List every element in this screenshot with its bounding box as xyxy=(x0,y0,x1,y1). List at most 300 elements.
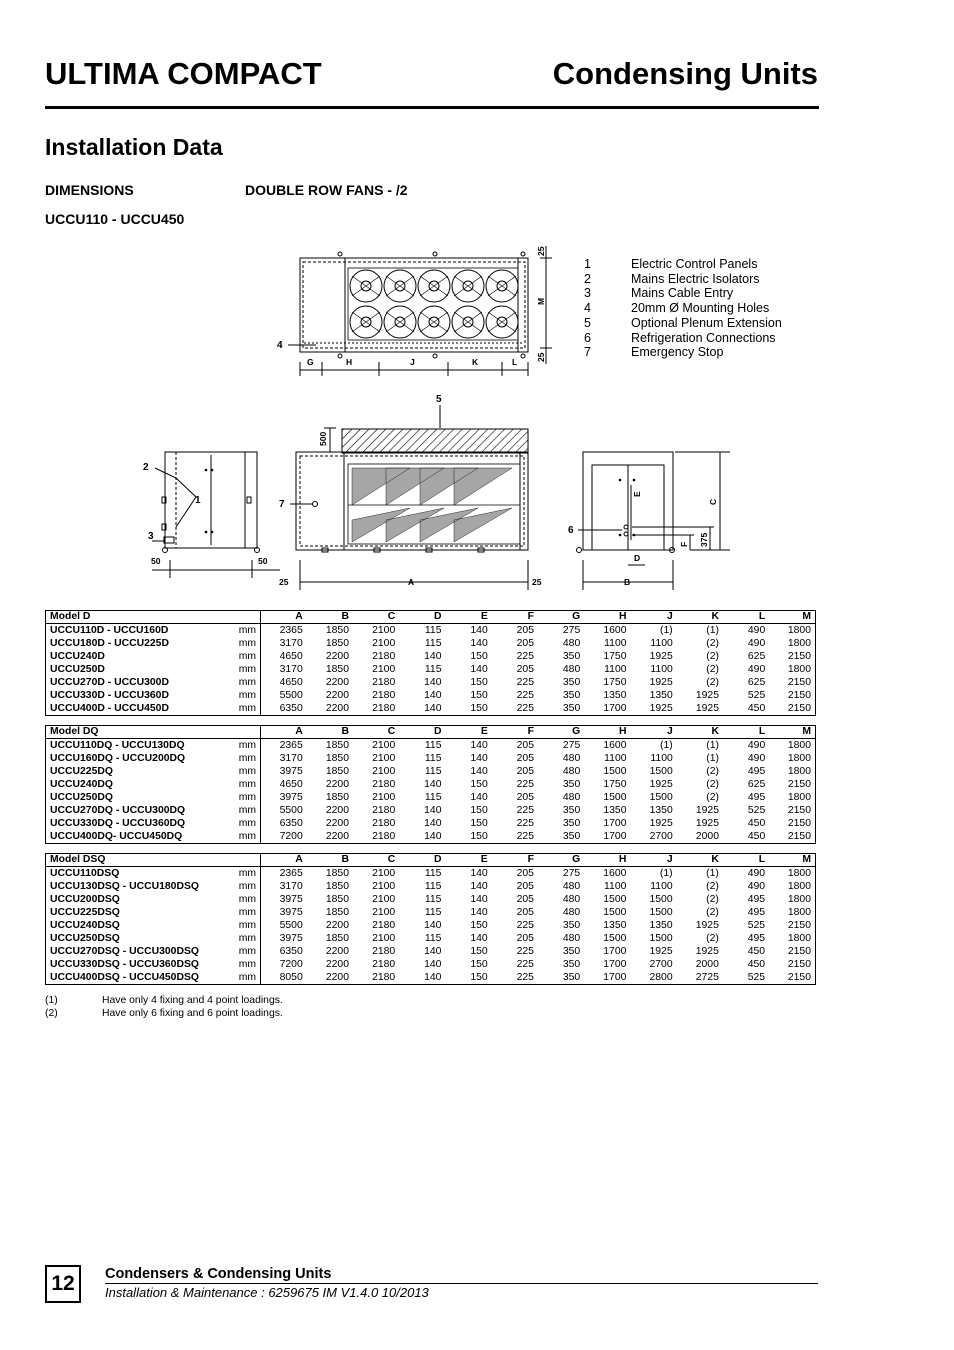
callout-6: 6 xyxy=(568,525,574,536)
value-cell: 140 xyxy=(470,868,488,879)
value-cell: 150 xyxy=(470,920,488,931)
table-title: Model DSQ xyxy=(46,854,261,867)
value-cell: 2150 xyxy=(787,651,811,662)
col-header: F xyxy=(492,726,538,739)
value-cell: 140 xyxy=(470,907,488,918)
value-cell: 150 xyxy=(470,946,488,957)
value-cell: 1800 xyxy=(787,625,811,636)
value-cell: 350 xyxy=(562,818,581,829)
value-cell: 115 xyxy=(424,625,442,636)
callout-4: 4 xyxy=(277,340,283,351)
table-row xyxy=(46,624,816,638)
value-cell: 150 xyxy=(470,677,488,688)
value-cell: 1800 xyxy=(787,894,811,905)
col-header: F xyxy=(492,854,538,867)
value-cell: 2200 xyxy=(325,831,349,842)
value-cell: 3975 xyxy=(279,933,303,944)
table-row xyxy=(46,702,816,716)
table-row xyxy=(46,791,816,804)
value-cell: 450 xyxy=(747,818,766,829)
model-cell: UCCU200DSQ xyxy=(50,894,120,905)
table-row xyxy=(46,971,816,985)
value-cell: 140 xyxy=(424,779,442,790)
value-cell: (2) xyxy=(706,664,719,675)
value-cell: 350 xyxy=(562,805,581,816)
col-header: B xyxy=(307,854,353,867)
value-cell: 480 xyxy=(562,907,581,918)
value-cell: 1350 xyxy=(649,690,673,701)
value-cell: 2100 xyxy=(372,894,396,905)
value-cell: 7200 xyxy=(279,831,303,842)
value-cell: 225 xyxy=(516,818,534,829)
callout-1: 1 xyxy=(195,495,201,506)
col-header: A xyxy=(261,854,307,867)
value-cell: 205 xyxy=(516,792,534,803)
footer-subtitle: Installation & Maintenance : 6259675 IM V1.4.0 10/2013 xyxy=(105,1285,429,1300)
value-cell: 2100 xyxy=(372,766,396,777)
value-cell: 115 xyxy=(424,792,442,803)
value-cell: 625 xyxy=(747,779,766,790)
col-header: B xyxy=(307,726,353,739)
page-number: 12 xyxy=(45,1265,81,1303)
value-cell: 225 xyxy=(516,703,534,714)
value-cell: 1100 xyxy=(604,881,627,892)
col-header: D xyxy=(399,611,445,624)
value-cell: 150 xyxy=(470,690,488,701)
value-cell: 1800 xyxy=(787,638,811,649)
value-cell: 1800 xyxy=(787,792,811,803)
model-cell: UCCU330DSQ - UCCU360DSQ xyxy=(50,959,199,970)
table-row xyxy=(46,945,816,958)
footer-title: Condensers & Condensing Units xyxy=(105,1266,332,1282)
value-cell: 2180 xyxy=(372,818,396,829)
value-cell: 2180 xyxy=(372,779,396,790)
value-cell: 205 xyxy=(516,664,534,675)
value-cell: 1925 xyxy=(649,677,673,688)
value-cell: (2) xyxy=(706,894,719,905)
value-cell: 350 xyxy=(562,831,581,842)
unit-cell: mm xyxy=(231,932,261,945)
fans-label: DOUBLE ROW FANS - /2 xyxy=(245,182,408,198)
callout-7: 7 xyxy=(279,499,285,510)
value-cell: 495 xyxy=(747,933,766,944)
legend-num: 5 xyxy=(584,315,591,330)
value-cell: 1500 xyxy=(649,792,673,803)
header-right-title: Condensing Units xyxy=(552,56,818,91)
legend-text: Mains Electric Isolators xyxy=(631,271,760,286)
footnote-text: Have only 6 fixing and 6 point loadings. xyxy=(102,1008,283,1019)
model-cell: UCCU270D - UCCU300D xyxy=(50,677,169,688)
value-cell: 2180 xyxy=(372,920,396,931)
value-cell: 495 xyxy=(747,792,766,803)
value-cell: 6350 xyxy=(279,703,303,714)
value-cell: 1925 xyxy=(695,920,719,931)
value-cell: 2180 xyxy=(372,677,396,688)
value-cell: 5500 xyxy=(279,690,303,701)
col-header: L xyxy=(723,854,769,867)
value-cell: 2180 xyxy=(372,946,396,957)
value-cell: 525 xyxy=(747,920,766,931)
value-cell: 2100 xyxy=(372,638,396,649)
value-cell: 2200 xyxy=(325,972,349,983)
table-row xyxy=(46,906,816,919)
value-cell: 115 xyxy=(424,881,442,892)
value-cell: 2100 xyxy=(372,881,396,892)
value-cell: 2000 xyxy=(695,831,719,842)
unit-cell: mm xyxy=(231,919,261,932)
model-cell: UCCU225DSQ xyxy=(50,907,120,918)
value-cell: 5500 xyxy=(279,920,303,931)
table-body xyxy=(46,624,816,716)
value-cell: 2100 xyxy=(372,868,396,879)
table-row xyxy=(46,867,816,881)
value-cell: 1800 xyxy=(787,766,811,777)
value-cell: 1700 xyxy=(603,831,627,842)
unit-cell: mm xyxy=(231,650,261,663)
table-row xyxy=(46,817,816,830)
value-cell: 225 xyxy=(516,690,534,701)
model-cell: UCCU160DQ - UCCU200DQ xyxy=(50,753,186,764)
value-cell: 205 xyxy=(516,868,534,879)
col-header: E xyxy=(446,726,492,739)
model-cell: UCCU400DQ- UCCU450DQ xyxy=(50,831,183,842)
value-cell: 1925 xyxy=(695,690,719,701)
value-cell: 2150 xyxy=(787,920,811,931)
value-cell: 2180 xyxy=(372,805,396,816)
value-cell: 140 xyxy=(424,805,442,816)
unit-cell: mm xyxy=(231,752,261,765)
value-cell: 350 xyxy=(562,946,581,957)
value-cell: 4650 xyxy=(279,651,303,662)
value-cell: 205 xyxy=(516,625,534,636)
legend-num: 7 xyxy=(584,345,591,360)
value-cell: (2) xyxy=(706,881,719,892)
value-cell: 150 xyxy=(470,818,488,829)
value-cell: 2150 xyxy=(787,779,811,790)
value-cell: 2150 xyxy=(787,677,811,688)
value-cell: (1) xyxy=(706,625,719,636)
table-row xyxy=(46,932,816,945)
value-cell: 1850 xyxy=(325,868,349,879)
value-cell: 490 xyxy=(747,740,766,751)
front-view-labels xyxy=(279,394,542,587)
fan-grid xyxy=(348,268,518,340)
col-header: K xyxy=(677,726,723,739)
value-cell: 2100 xyxy=(372,907,396,918)
value-cell: 1700 xyxy=(603,972,627,983)
dim-50-right: 50 xyxy=(258,556,268,566)
value-cell: 2200 xyxy=(325,959,349,970)
value-cell: 2150 xyxy=(787,690,811,701)
dim-g: G xyxy=(307,357,314,367)
value-cell: 2100 xyxy=(372,753,396,764)
callout-3: 3 xyxy=(148,531,154,542)
value-cell: 1500 xyxy=(649,766,673,777)
value-cell: 1925 xyxy=(649,818,673,829)
callout-2: 2 xyxy=(143,462,149,473)
footnote-num: (1) xyxy=(45,995,58,1006)
value-cell: 225 xyxy=(516,805,534,816)
col-header: M xyxy=(769,611,815,624)
dim-j: J xyxy=(410,357,415,367)
value-cell: 1100 xyxy=(650,638,673,649)
value-cell: 225 xyxy=(516,651,534,662)
value-cell: 115 xyxy=(424,766,442,777)
value-cell: 115 xyxy=(424,868,442,879)
value-cell: 150 xyxy=(470,972,488,983)
model-cell: UCCU270DQ - UCCU300DQ xyxy=(50,805,186,816)
value-cell: 2150 xyxy=(787,972,811,983)
model-cell: UCCU400DSQ - UCCU450DSQ xyxy=(50,972,199,983)
value-cell: 140 xyxy=(470,766,488,777)
value-cell: 1700 xyxy=(603,946,627,957)
value-cell: 1850 xyxy=(325,664,349,675)
value-cell: 115 xyxy=(424,638,442,649)
model-cell: UCCU240D xyxy=(50,651,105,662)
value-cell: 1800 xyxy=(787,907,811,918)
table-row xyxy=(46,676,816,689)
value-cell: 1850 xyxy=(325,740,349,751)
value-cell: 7200 xyxy=(279,959,303,970)
value-cell: 2365 xyxy=(279,740,303,751)
value-cell: (2) xyxy=(706,638,719,649)
value-cell: (1) xyxy=(706,740,719,751)
right-view-labels xyxy=(568,491,718,587)
value-cell: 115 xyxy=(424,740,442,751)
value-cell: 2200 xyxy=(325,651,349,662)
value-cell: 2180 xyxy=(372,651,396,662)
value-cell: 140 xyxy=(470,638,488,649)
table-row xyxy=(46,765,816,778)
model-cell: UCCU330DQ - UCCU360DQ xyxy=(50,818,186,829)
table-row xyxy=(46,752,816,765)
value-cell: 490 xyxy=(747,868,766,879)
value-cell: 3170 xyxy=(279,664,303,675)
value-cell: 8050 xyxy=(279,972,303,983)
table-model-dsq xyxy=(45,853,816,985)
value-cell: 2365 xyxy=(279,625,303,636)
col-header: E xyxy=(445,854,491,867)
model-cell: UCCU130DSQ - UCCU180DSQ xyxy=(50,881,199,892)
value-cell: 1925 xyxy=(695,805,719,816)
value-cell: 2200 xyxy=(325,703,349,714)
value-cell: 205 xyxy=(516,894,534,905)
dim-375: 375 xyxy=(699,532,709,547)
value-cell: 150 xyxy=(470,651,488,662)
table-row xyxy=(46,637,816,650)
value-cell: 3975 xyxy=(279,894,303,905)
value-cell: 2200 xyxy=(325,677,349,688)
col-header: H xyxy=(584,611,630,624)
col-header: C xyxy=(353,726,399,739)
value-cell: 1500 xyxy=(603,792,627,803)
unit-cell: mm xyxy=(231,637,261,650)
value-cell: 1925 xyxy=(649,779,673,790)
value-cell: 4650 xyxy=(279,677,303,688)
value-cell: (2) xyxy=(706,792,719,803)
value-cell: 2150 xyxy=(787,818,811,829)
unit-cell: mm xyxy=(231,958,261,971)
value-cell: 140 xyxy=(424,972,442,983)
value-cell: 1850 xyxy=(325,625,349,636)
value-cell: 140 xyxy=(470,753,488,764)
table-body xyxy=(46,867,816,985)
table-title: Model D xyxy=(46,611,261,624)
value-cell: 2150 xyxy=(787,703,811,714)
value-cell: 1850 xyxy=(325,907,349,918)
dimensions-label: DIMENSIONS xyxy=(45,182,134,198)
value-cell: 140 xyxy=(424,920,442,931)
unit-cell: mm xyxy=(231,906,261,919)
value-cell: 1350 xyxy=(603,920,627,931)
dim-50-left: 50 xyxy=(151,556,161,566)
value-cell: 2000 xyxy=(695,959,719,970)
unit-cell: mm xyxy=(231,739,261,753)
value-cell: 480 xyxy=(562,664,581,675)
value-cell: 2200 xyxy=(325,946,349,957)
col-header: J xyxy=(631,611,677,624)
value-cell: (1) xyxy=(659,868,673,879)
unit-cell: mm xyxy=(231,893,261,906)
section-title: Installation Data xyxy=(45,134,223,160)
value-cell: 150 xyxy=(470,703,488,714)
value-cell: 2100 xyxy=(372,933,396,944)
col-header: G xyxy=(538,611,584,624)
value-cell: 480 xyxy=(562,792,581,803)
legend-num: 1 xyxy=(584,257,591,271)
range-label: UCCU110 - UCCU450 xyxy=(45,211,185,227)
value-cell: 225 xyxy=(516,946,534,957)
unit-cell: mm xyxy=(231,817,261,830)
value-cell: (2) xyxy=(706,766,719,777)
table-row xyxy=(46,830,816,844)
col-header: A xyxy=(261,726,307,739)
dim-500: 500 xyxy=(318,431,328,446)
col-header: L xyxy=(723,611,769,624)
value-cell: 625 xyxy=(747,677,766,688)
footnote-num: (2) xyxy=(45,1008,58,1019)
model-cell: UCCU250DSQ xyxy=(50,933,120,944)
model-cell: UCCU330D - UCCU360D xyxy=(50,690,169,701)
dim-k: K xyxy=(472,357,479,367)
value-cell: 1800 xyxy=(787,740,811,751)
value-cell: 495 xyxy=(747,894,766,905)
value-cell: 1750 xyxy=(603,651,627,662)
value-cell: (1) xyxy=(706,868,719,879)
value-cell: 480 xyxy=(562,638,581,649)
value-cell: 2100 xyxy=(372,792,396,803)
value-cell: 275 xyxy=(562,868,581,879)
value-cell: 350 xyxy=(562,972,581,983)
value-cell: 2150 xyxy=(787,831,811,842)
col-header: C xyxy=(353,854,399,867)
table-row xyxy=(46,804,816,817)
value-cell: 480 xyxy=(562,753,581,764)
value-cell: 1800 xyxy=(787,881,811,892)
col-header: J xyxy=(630,854,676,867)
table-title: Model DQ xyxy=(46,726,261,739)
value-cell: 115 xyxy=(424,907,442,918)
col-header: G xyxy=(538,726,584,739)
model-cell: UCCU110DQ - UCCU130DQ xyxy=(50,740,185,751)
value-cell: 2100 xyxy=(372,664,396,675)
footnote-text: Have only 4 fixing and 4 point loadings. xyxy=(102,995,283,1006)
value-cell: 1100 xyxy=(604,753,627,764)
legend-text: 20mm Ø Mounting Holes xyxy=(631,301,770,316)
value-cell: 1850 xyxy=(325,753,349,764)
model-cell: UCCU240DQ xyxy=(50,779,113,790)
value-cell: 2365 xyxy=(279,868,303,879)
value-cell: 225 xyxy=(516,959,534,970)
value-cell: 1925 xyxy=(649,651,673,662)
table-row xyxy=(46,893,816,906)
value-cell: 1500 xyxy=(649,933,673,944)
value-cell: 140 xyxy=(424,818,442,829)
value-cell: 140 xyxy=(424,651,442,662)
value-cell: 140 xyxy=(470,933,488,944)
value-cell: 2100 xyxy=(372,625,396,636)
value-cell: (1) xyxy=(660,625,673,636)
value-cell: 205 xyxy=(516,638,534,649)
table-row xyxy=(46,919,816,932)
dim-25-right: 25 xyxy=(532,577,542,587)
value-cell: 1700 xyxy=(603,703,627,714)
table-row xyxy=(46,663,816,676)
fan-row-lower xyxy=(350,306,518,338)
value-cell: (2) xyxy=(706,677,719,688)
legend-num: 2 xyxy=(584,271,591,286)
unit-cell: mm xyxy=(231,945,261,958)
value-cell: 2180 xyxy=(372,831,396,842)
table-row xyxy=(46,778,816,791)
unit-cell: mm xyxy=(231,765,261,778)
model-cell: UCCU110DSQ xyxy=(50,868,120,879)
value-cell: 2200 xyxy=(325,818,349,829)
table-body xyxy=(46,739,816,844)
value-cell: 490 xyxy=(747,881,766,892)
value-cell: 1350 xyxy=(649,805,673,816)
value-cell: 205 xyxy=(516,740,534,751)
model-cell: UCCU270DSQ - UCCU300DSQ xyxy=(50,946,199,957)
value-cell: 225 xyxy=(516,972,534,983)
value-cell: 350 xyxy=(562,703,581,714)
value-cell: 140 xyxy=(470,792,488,803)
value-cell: 2200 xyxy=(325,920,349,931)
value-cell: 1100 xyxy=(650,664,673,675)
value-cell: 140 xyxy=(470,625,488,636)
value-cell: 1850 xyxy=(325,766,349,777)
value-cell: 150 xyxy=(470,959,488,970)
col-header: H xyxy=(584,854,630,867)
dim-25-bottom: 25 xyxy=(536,352,546,362)
col-header: D xyxy=(399,854,445,867)
value-cell: 140 xyxy=(470,894,488,905)
value-cell: 205 xyxy=(516,766,534,777)
table-model-dq xyxy=(45,725,816,844)
value-cell: 205 xyxy=(516,881,534,892)
value-cell: 350 xyxy=(562,690,581,701)
dim-e: E xyxy=(632,491,642,497)
dim-c: C xyxy=(708,498,718,505)
value-cell: 350 xyxy=(562,651,581,662)
value-cell: 1350 xyxy=(649,920,673,931)
value-cell: 350 xyxy=(562,920,581,931)
value-cell: 1100 xyxy=(604,638,627,649)
unit-cell: mm xyxy=(231,702,261,716)
value-cell: (1) xyxy=(660,740,673,751)
col-header: E xyxy=(446,611,492,624)
value-cell: 1750 xyxy=(603,677,627,688)
